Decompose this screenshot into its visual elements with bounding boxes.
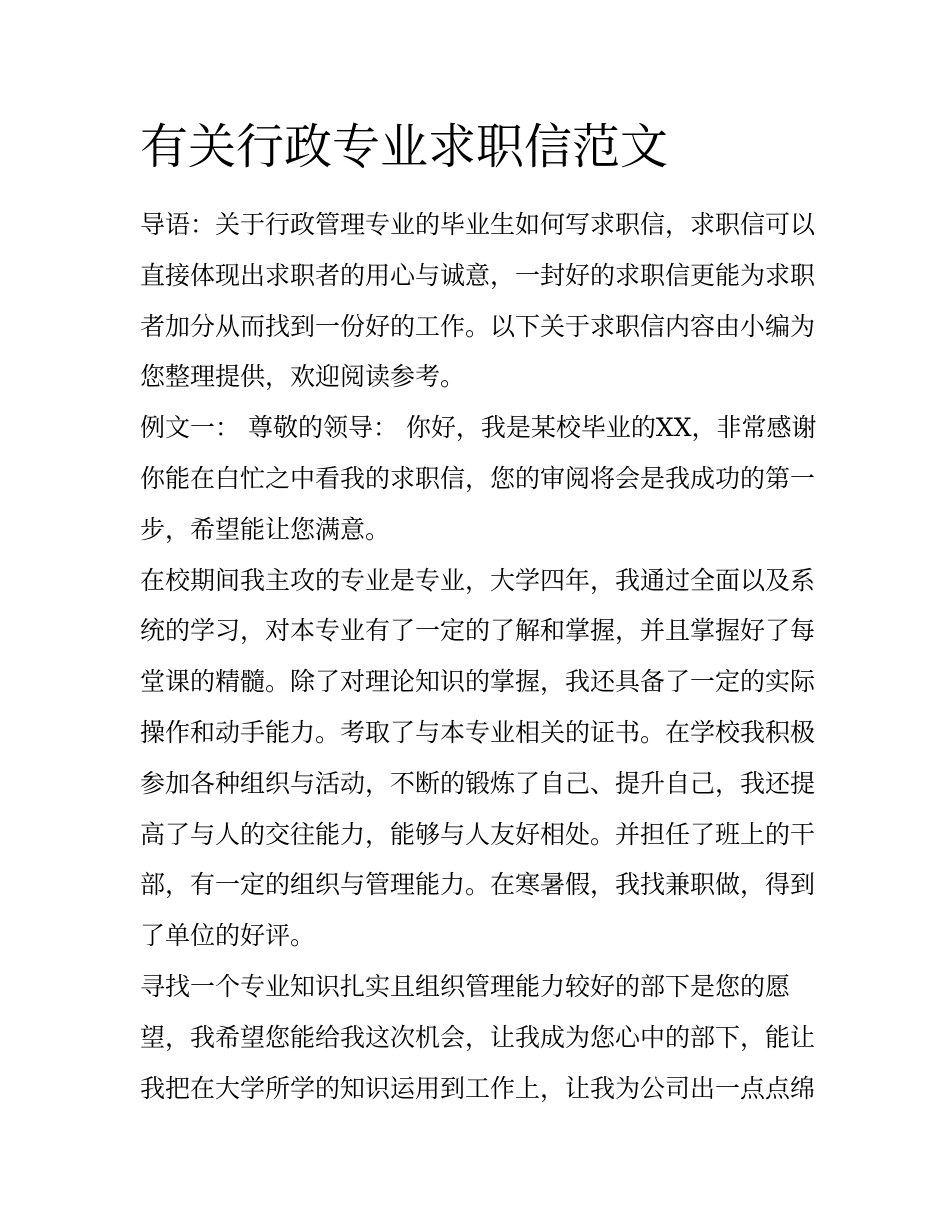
text-line: 例文一： 尊敬的领导： 你好，我是某校毕业的XX，非常感谢: [140, 413, 817, 443]
text-line: 堂课的精髓。除了对理论知识的掌握，我还具备了一定的实际: [140, 667, 816, 697]
text-line: 在校期间我主攻的专业是专业，大学四年，我通过全面以及系: [140, 565, 816, 595]
text-line: 部，有一定的组织与管理能力。在寒暑假，我找兼职做，得到: [140, 870, 816, 900]
text-line: 您整理提供，欢迎阅读参考。: [140, 362, 466, 392]
text-line: 了单位的好评。: [140, 921, 316, 951]
text-line: 望，我希望您能给我这次机会，让我成为您心中的部下，能让: [140, 1022, 816, 1052]
text-line: 者加分从而找到一份好的工作。以下关于求职信内容由小编为: [140, 311, 816, 341]
text-line: 操作和动手能力。考取了与本专业相关的证书。在学校我积极: [140, 717, 816, 747]
text-line: 统的学习，对本专业有了一定的了解和掌握，并且掌握好了每: [140, 616, 816, 646]
document-body: [140, 200, 820, 1114]
document-title: 有关行政专业求职信范文: [140, 119, 669, 175]
text-line: 导语：关于行政管理专业的毕业生如何写求职信，求职信可以: [140, 210, 816, 239]
text-line: 高了与人的交往能力，能够与人友好相处。并担任了班上的干: [140, 819, 816, 849]
text-line: 我把在大学所学的知识运用到工作上，让我为公司出一点点绵: [140, 1073, 816, 1103]
text-line: 参加各种组织与活动，不断的锻炼了自己、提升自己，我还提: [140, 768, 816, 798]
text-line: 寻找一个专业知识扎实且组织管理能力较好的部下是您的愿: [140, 971, 791, 1001]
text-line: 步，希望能让您满意。: [140, 514, 391, 544]
text-line: 你能在白忙之中看我的求职信，您的审阅将会是我成功的第一: [140, 463, 816, 493]
text-line: 直接体现出求职者的用心与诚意，一封好的求职信更能为求职: [140, 260, 816, 290]
